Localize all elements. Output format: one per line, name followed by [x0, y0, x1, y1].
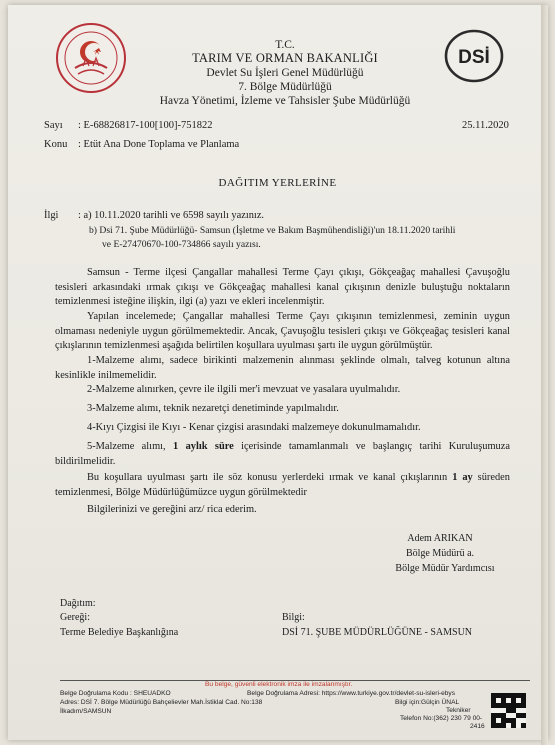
distribution-label: Dağıtım: — [60, 598, 96, 609]
document-title: DAĞITIM YERLERİNE — [218, 177, 337, 189]
header-region: 7. Bölge Müdürlüğü — [238, 81, 332, 93]
page-edge-shadow — [541, 5, 548, 745]
header-tc: T.C. — [275, 39, 295, 51]
bilgi-value: DSİ 71. ŞUBE MÜDÜRLÜĞÜNE - SAMSUN — [282, 627, 473, 638]
condition-5-start: 5-Malzeme alımı, — [87, 441, 174, 452]
gereg-value: Terme Belediye Başkanlığına — [60, 627, 179, 638]
condition-5-duration: 1 aylık süre — [173, 441, 234, 452]
signer-title-1: Bölge Müdürü a. — [405, 548, 475, 559]
ilgi-b-line2: ve E-27470670-100-734866 sayılı yazısı. — [102, 239, 261, 250]
paragraph-3-end: süreden temizlenmesi, Bölge Müdürlüğümüzce uygun görülmektedir — [55, 472, 510, 498]
condition-2: 2-Malzeme alınırken, çevre ile ilgili mer'i mevzuat ve yasalara uyulmalıdır. — [87, 384, 401, 395]
dsi-logo-text: DSİ — [458, 47, 490, 68]
phone-extension: 2416 — [470, 723, 485, 730]
sayi-label: Sayı — [44, 120, 63, 131]
ilgi-a: : a) 10.11.2020 tarihli ve 6598 sayılı yazınız. — [78, 210, 265, 221]
condition-3: 3-Malzeme alımı, teknik nezaretçi denetiminde yapılmalıdır. — [87, 403, 339, 414]
header-directorate: Devlet Su İşleri Genel Müdürlüğü — [206, 67, 364, 79]
paragraph-3 — [55, 471, 510, 500]
condition-4: 4-Kıyı Çizgisi ile Kıyı - Kenar çizgisi arasındaki malzemeye dokunulmamalıdır. — [87, 422, 421, 433]
verification-url: Belge Doğrulama Adresi: https://www.turkiye.gov.tr/devlet-su-isleri-ebys — [247, 690, 456, 697]
paragraph-1: Samsun - Terme ilçesi Çangallar mahallesi Terme Çayı çıkışı, Gökçeağaç mahallesi Çavuşoğlu tesisleri arkasındaki ırmak çıkışı ve Gökçeağaç mahallesi kanal çıkışının denizle buluştuğu noktaların temizlenmesi isteğine ilişkin, ilgi (a) yazı ve ekleri incelenmiştir. — [55, 267, 510, 307]
gereg-label: Gereği: — [60, 612, 90, 623]
konu-value: : Etüt Ana Done Toplama ve Planlama — [78, 139, 240, 150]
header-ministry: TARIM VE ORMAN BAKANLIĞI — [192, 51, 378, 65]
condition-5 — [55, 440, 510, 469]
sayi-value: : E-68826817-100[100]-751822 — [78, 120, 213, 131]
phone-number: Telefon No:(362) 230 79 00- — [400, 715, 483, 722]
konu-label: Konu — [44, 139, 68, 150]
paragraph-3-start: Bu koşullara uyulması şartı ile söz konusu yerlerdeki ırmak ve kanal çıkışlarının — [87, 472, 453, 483]
contact-title: Tekniker — [446, 707, 471, 714]
signer-name: Adem ARIKAN — [407, 533, 473, 544]
ilgi-label: İlgi — [44, 210, 59, 221]
ministry-emblem-icon — [55, 22, 127, 94]
esign-note: Bu belge, güvenli elektronik imza ile imzalanmıştır. — [205, 681, 353, 688]
document-date: 25.11.2020 — [462, 120, 509, 131]
qr-code-icon — [491, 693, 526, 728]
closing-line: Bilgilerinizi ve gereğini arz/ rica ederim. — [87, 504, 257, 515]
dsi-logo-icon — [444, 28, 504, 84]
paragraph-3-duration: 1 ay — [452, 472, 473, 483]
condition-1: 1-Malzeme alımı, sadece birikinti malzemenin alınması şeklinde olmalı, talveg kotunun altına kesinlikle inilmemelidir. — [55, 355, 510, 381]
paragraph-2: Yapılan incelemede; Çangallar mahallesi Terme Çayı çıkışının temizlenmesi, zeminin uygun olmaması nedeniyle uygun görülmemektedir. Ancak, Çavuşoğlu tesisleri çıkışı ve Gökçeağaç tesisleri kanal çıkışlarının temizlenmesi aşağıda belirtilen koşullara uyulması şartı ile uygun görülmüştür. — [55, 311, 510, 351]
address-line-1: Adres: DSİ 7. Bölge Müdürlüğü Bahçelievler Mah.İstiklal Cad. No:138 — [60, 699, 263, 706]
address-line-2: İlkadım/SAMSUN — [60, 708, 112, 715]
header-branch: Havza Yönetimi, İzleme ve Tahsisler Şube Müdürlüğü — [159, 95, 411, 107]
verification-code: Belge Doğrulama Kodu : SHEUADKO — [60, 690, 171, 697]
contact-name: Bilgi için:Gülçin ÜNAL — [395, 699, 460, 706]
signer-title-2: Bölge Müdür Yardımcısı — [395, 563, 495, 574]
bilgi-label: Bilgi: — [282, 612, 305, 623]
condition-5-end: içerisinde tamamlanmalı ve başlangıç tarihi Kuruluşumuza bildirilmelidir. — [55, 441, 510, 467]
ilgi-b-line1: b) Dsi 71. Şube Müdürlüğü- Samsun (İşletme ve Bakım Başmühendisliği)'un 18.11.2020 tarihli — [89, 225, 456, 236]
